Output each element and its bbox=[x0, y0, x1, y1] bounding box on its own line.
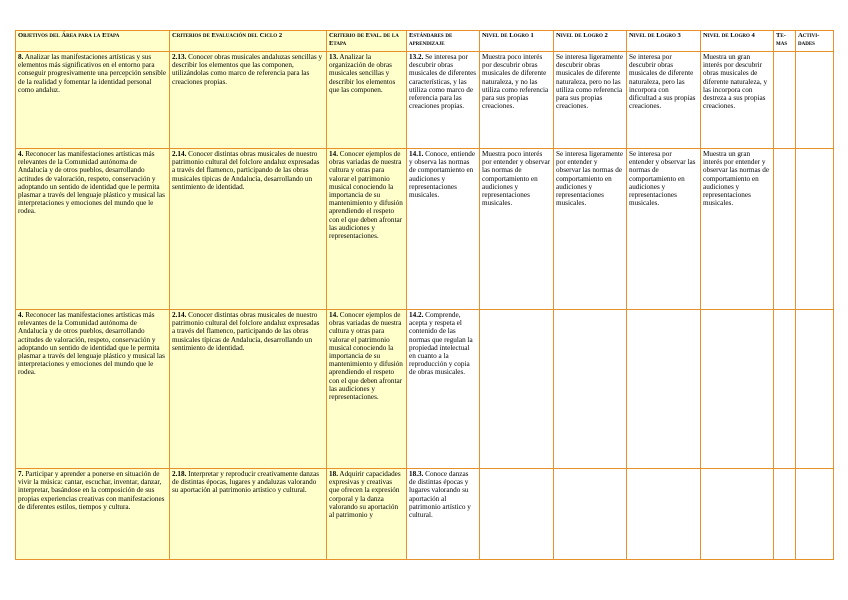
table-row bbox=[16, 310, 834, 469]
criterio-etapa-number: 14. bbox=[329, 150, 338, 158]
cell-objetivo bbox=[16, 149, 170, 310]
cell-criterio-ciclo bbox=[170, 149, 327, 310]
estandar-number: 18.3. bbox=[409, 470, 424, 478]
cell-nivel-2 bbox=[554, 310, 627, 469]
criterio-text: Conocer obras musicales andaluzas sencillas y describir los elementos que las componen, utilizándolas como marco de referencia para las creaciones propias. bbox=[172, 53, 323, 86]
criterio-etapa-number: 13. bbox=[329, 53, 338, 61]
cell-actividades bbox=[796, 52, 834, 149]
cell-temas bbox=[774, 52, 796, 149]
cell-actividades bbox=[796, 149, 834, 310]
cell-nivel-2: Se interesa ligeramente por entender y observar las normas de comportamiento en audiciones y representaciones musicales. bbox=[554, 149, 627, 310]
cell-nivel-1 bbox=[480, 310, 554, 469]
cell-temas bbox=[774, 310, 796, 469]
objetivo-text: Participar y aprender a ponerse en situación de vivir la música: cantar, escuchar, inventar, danzar, interpretar, basándose en la composición de sus propias experiencias creativas con manifestaciones de diferentes estilos, tiempos y cultura. bbox=[18, 470, 165, 511]
cell-nivel-2 bbox=[554, 469, 627, 560]
objetivo-number: 4. bbox=[18, 150, 24, 158]
header-temas: Te-mas bbox=[774, 31, 796, 52]
table-row bbox=[16, 469, 834, 560]
objetivo-number: 8. bbox=[18, 53, 24, 61]
criterio-number: 2.14. bbox=[172, 311, 187, 319]
cell-actividades bbox=[796, 469, 834, 560]
cell-objetivo bbox=[16, 52, 170, 149]
cell-nivel-4 bbox=[701, 469, 774, 560]
cell-nivel-2: Se interesa ligeramente descubrir obras musicales de diferente naturaleza, pero no las utiliza como referencia para sus propias creaciones. bbox=[554, 52, 627, 149]
cell-criterio-etapa bbox=[327, 149, 407, 310]
objetivo-number: 4. bbox=[18, 311, 24, 319]
criterio-number: 2.13. bbox=[172, 53, 187, 61]
cell-criterio-ciclo bbox=[170, 52, 327, 149]
cell-nivel-1 bbox=[480, 469, 554, 560]
estandar-text: Conoce, entiende y observa las normas de comportamiento en audiciones y representaciones musicales. bbox=[409, 150, 476, 200]
cell-criterio-etapa bbox=[327, 310, 407, 469]
criterio-etapa-text: Adquirir capacidades expresivas y creativas que ofrecen la expresión corporal y la danza valorando su aportación al patrimonio y bbox=[329, 470, 401, 520]
estandar-number: 13.2. bbox=[409, 53, 424, 61]
header-nivel-3: Nivel de Logro 3 bbox=[627, 31, 701, 52]
cell-estandar bbox=[407, 310, 480, 469]
evaluation-table bbox=[15, 30, 834, 560]
header-criterio-etapa: Criterio de Eval. de la Etapa bbox=[327, 31, 407, 52]
criterio-etapa-text: Analizar la organización de obras musicales sencillas y describir los elementos que las componen. bbox=[329, 53, 396, 94]
header-estandares: Estándares de aprendizaje bbox=[407, 31, 480, 52]
estandar-number: 14.2. bbox=[409, 311, 424, 319]
cell-temas bbox=[774, 149, 796, 310]
estandar-text: Comprende, acepta y respeta el contenido de las normas que regulan la propiedad intelectual en cuanto a la reproducción y copia de obras musicales. bbox=[409, 311, 473, 377]
estandar-number: 14.1. bbox=[409, 150, 424, 158]
cell-criterio-etapa bbox=[327, 52, 407, 149]
criterio-etapa-clip bbox=[329, 470, 404, 519]
cell-actividades bbox=[796, 310, 834, 469]
criterio-number: 2.14. bbox=[172, 150, 187, 158]
table-row bbox=[16, 52, 834, 149]
cell-estandar bbox=[407, 469, 480, 560]
cell-estandar bbox=[407, 52, 480, 149]
document-page bbox=[15, 30, 833, 560]
cell-nivel-1: Muestra poco interés por entender y observar las normas de comportamiento en audiciones y representaciones musicales. bbox=[480, 149, 554, 310]
table-row bbox=[16, 149, 834, 310]
cell-temas bbox=[774, 469, 796, 560]
cell-nivel-3 bbox=[627, 469, 701, 560]
criterio-text: Interpretar y reproducir creativamente danzas de distintas épocas, lugares y andaluzas valorando su aportación al patrimonio artístico y cultural. bbox=[172, 470, 320, 495]
criterio-etapa-text: Conocer ejemplos de obras variadas de nuestra cultura y otras para valorar el patrimonio musical conociendo la importancia de su mantenimiento y difusión aprendiendo el respeto con el que deben afrontar las audiciones y representaciones. bbox=[329, 311, 403, 402]
cell-nivel-4: Muestra un gran interés por entender y observar las normas de comportamiento en audiciones y representaciones musicales. bbox=[701, 149, 774, 310]
header-nivel-4: Nivel de Logro 4 bbox=[701, 31, 774, 52]
cell-nivel-4 bbox=[701, 310, 774, 469]
cell-objetivo bbox=[16, 310, 170, 469]
cell-nivel-3: Se interesa por entender y observar las normas de comportamiento en audiciones y representaciones musicales. bbox=[627, 149, 701, 310]
criterio-text: Conocer distintas obras musicales de nuestro patrimonio cultural del folclore andaluz expresadas a través del flamenco, participando de las obras musicales típicas de Andalucía, desarrollando un sentimiento de identidad. bbox=[172, 311, 320, 352]
criterio-etapa-text: Conocer ejemplos de obras variadas de nuestra cultura y otras para valorar el patrimonio musical conociendo la importancia de su mantenimiento y difusión aprendiendo el respeto con el que deben afrontar las audiciones y representaciones. bbox=[329, 150, 403, 241]
criterio-number: 2.18. bbox=[172, 470, 187, 478]
criterio-text: Conocer distintas obras musicales de nuestro patrimonio cultural del folclore andaluz expresadas a través del flamenco, participando de las obras musicales típicas de Andalucía, desarrollando un sentimiento de identidad. bbox=[172, 150, 320, 191]
objetivo-text: Reconocer las manifestaciones artísticas más relevantes de la Comunidad autónoma de Andalucía y de otros pueblos, desarrollando actitudes de valoración, respeto, conservación y adoptando un sentido de identidad que le permita plasmar a través del lenguaje plástico y musical las interpretaciones y emociones del mundo que le rodea. bbox=[18, 311, 165, 377]
cell-estandar bbox=[407, 149, 480, 310]
estandar-text: Conoce danzas de distintas épocas y lugares valorando su aportación al patrimonio artístico y cultural. bbox=[409, 470, 471, 520]
header-criterios-ciclo: Criterios de Evaluación del Ciclo 2 bbox=[170, 31, 327, 52]
cell-nivel-3: Se interesa por descubrir obras musicales de diferente naturaleza, pero las incorpora con dificultad a sus propias creaciones. bbox=[627, 52, 701, 149]
cell-nivel-3 bbox=[627, 310, 701, 469]
cell-criterio-ciclo bbox=[170, 310, 327, 469]
criterio-etapa-number: 18. bbox=[329, 470, 338, 478]
header-row bbox=[16, 31, 834, 52]
cell-objetivo bbox=[16, 469, 170, 560]
criterio-etapa-number: 14. bbox=[329, 311, 338, 319]
objetivo-number: 7. bbox=[18, 470, 24, 478]
cell-criterio-etapa bbox=[327, 469, 407, 560]
cell-nivel-4: Muestra un gran interés por descubrir obras musicales de diferente naturaleza, y las incorpora con destreza a sus propias creaciones. bbox=[701, 52, 774, 149]
header-nivel-1: Nivel de Logro 1 bbox=[480, 31, 554, 52]
objetivo-text: Reconocer las manifestaciones artísticas más relevantes de la Comunidad autónoma de Andalucía y de otros pueblos, desarrollando actitudes de valoración, respeto, conservación y adoptando un sentido de identidad que le permita plasmar a través del lenguaje plástico y musical las interpretaciones y emociones del mundo que le rodea. bbox=[18, 150, 165, 216]
cell-criterio-ciclo bbox=[170, 469, 327, 560]
header-objetivos: Objetivos del Área para la Etapa bbox=[16, 31, 170, 52]
objetivo-text: Analizar las manifestaciones artísticas y sus elementos más significativos en el entorno para conseguir progresivamente una percepción sensible de la realidad y fomentar la identidad personal como andaluz. bbox=[18, 53, 167, 94]
estandar-text: Se interesa por descubrir obras musicales de diferentes características, y las utiliza como marco de referencia para las creaciones propias. bbox=[409, 53, 477, 111]
cell-nivel-1: Muestra poco interés por descubrir obras musicales de diferente naturaleza, y no las utiliza como referencia para sus propias creaciones. bbox=[480, 52, 554, 149]
header-actividades: Activi-dades bbox=[796, 31, 834, 52]
header-nivel-2: Nivel de Logro 2 bbox=[554, 31, 627, 52]
